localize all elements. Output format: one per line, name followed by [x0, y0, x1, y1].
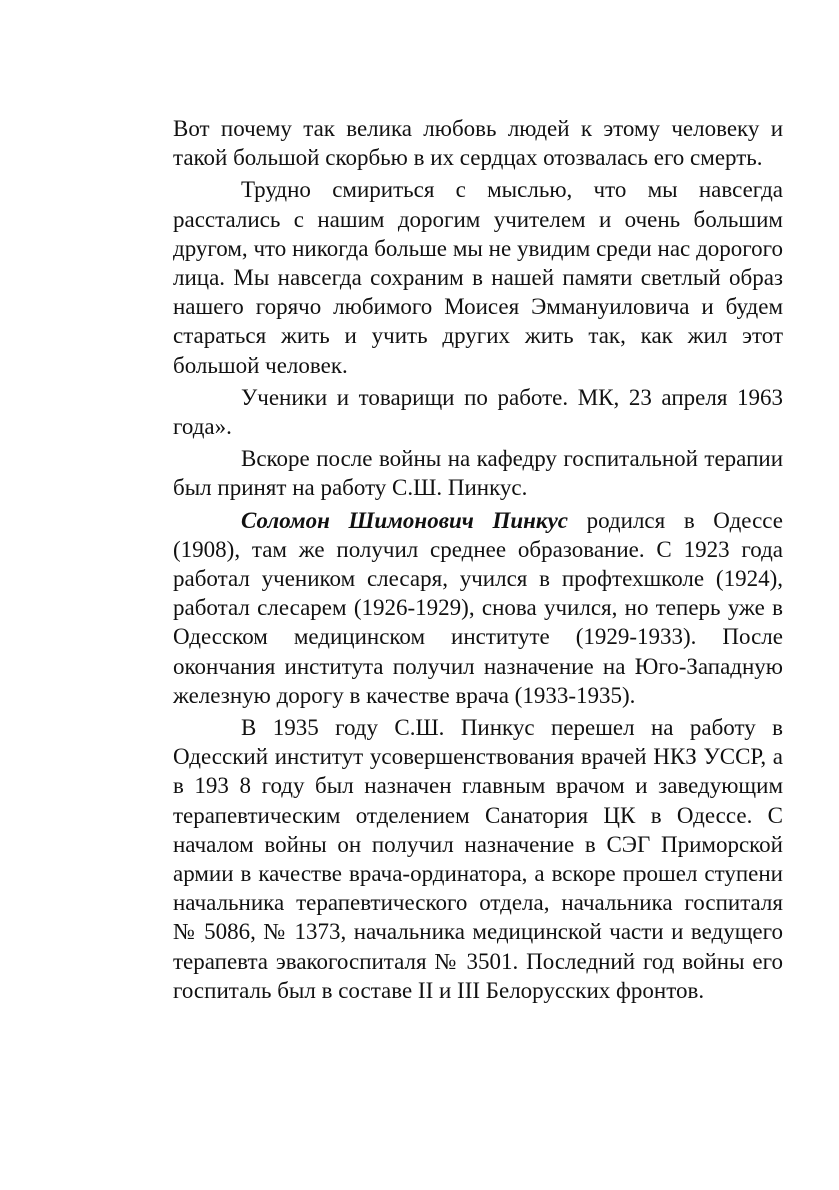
- person-name-emphasis: Соломон Шимонович Пинкус: [241, 507, 568, 533]
- paragraph-5: [173, 506, 783, 710]
- paragraph-2: Трудно смириться с мыслью, что мы навсегда расстались с нашим дорогим учителем и очень большим другом, что никогда больше мы не увидим среди нас дорогого лица. Мы навсегда сохраним в нашей памяти светлый образ нашего горячо любимого Моисея Эммануиловича и будем стараться жить и учить других жить так, как жил этот большой человек.: [173, 177, 783, 378]
- paragraph-3-signature: Ученики и товарищи по работе. МК, 23 апреля 1963 года».: [173, 384, 783, 440]
- document-body: [173, 114, 783, 1008]
- paragraph-4: Вскоре после войны на кафедру госпитальной терапии был принят на работу С.Ш. Пинкус.: [173, 446, 783, 501]
- paragraph-5-text: родился в Одессе (1908), там же получил среднее образование. С 1923 года работал учеником слесаря, учился в профтехшколе (1924), работал слесарем (1926-1929), снова учился, но теперь уже в Одесском медицинском институте (1929-1933). После окончания института получил назначение на Юго-Западную железную дорогу в качестве врача (1933-1935).: [173, 507, 783, 708]
- paragraph-6: В 1935 году С.Ш. Пинкус перешел на работу в Одесский институт усовершенствования врачей НКЗ УССР, а в 193 8 году был назначен главным врачом и заведующим терапевтическим отделением Санатория ЦК в Одессе. С началом войны он получил назначение в СЭГ Приморской армии в качестве врача-ординатора, а вскоре прошел ступени начальника терапевтического отдела, начальника госпиталя № 5086, № 1373, начальника медицинской части и ведущего терапевта эвакогоспиталя № 3501. Последний год войны его госпиталь был в составе II и III Белорусских фронтов.: [173, 715, 783, 1003]
- paragraph-1: Вот почему так велика любовь людей к этому человеку и такой большой скорбью в их сердцах отозвалась его смерть.: [173, 116, 783, 171]
